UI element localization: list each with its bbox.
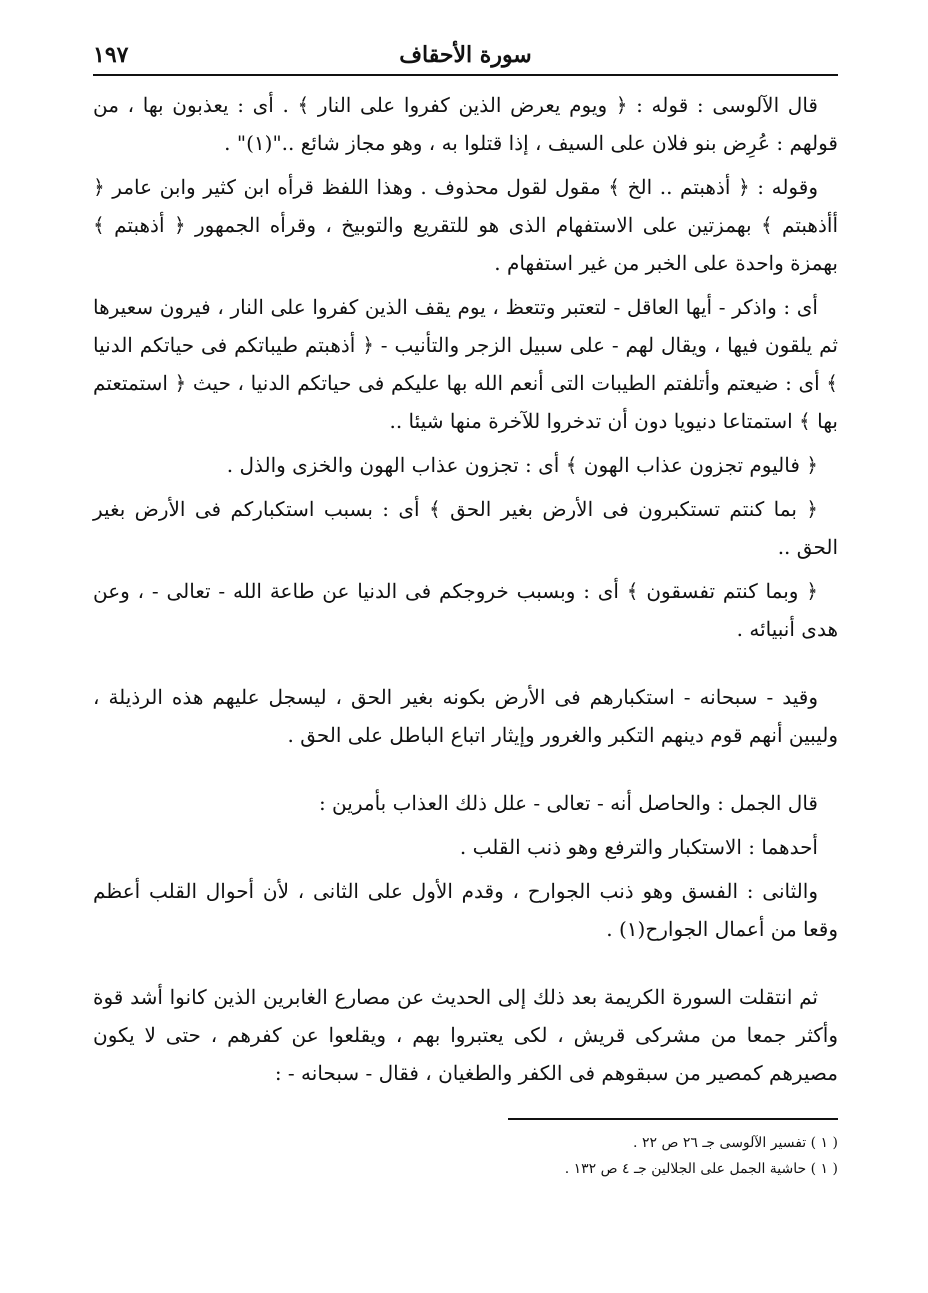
page-number: ١٩٧: [93, 42, 129, 68]
page-title: سورة الأحقاف: [399, 42, 532, 68]
main-text: [93, 86, 838, 1092]
paragraph: والثانى : الفسق وهو ذنب الجوارح ، وقدم الأول على الثانى ، لأن أحوال القلب أعظم وقعا من أعمال الجوارح(١) .: [93, 879, 838, 941]
paragraph: وقوله : ﴿ أذهبتم .. الخ ﴾ مقول لقول محذوف . وهذا اللفظ قرأه ابن كثير وابن عامر ﴿ أأذهبتم ﴾ بهمزتين على الاستفهام الذى هو للتقريع والتوبيخ ، وقرأه الجمهور ﴿ أذهبتم ﴾ بهمزة واحدة على الخبر من غير استفهام .: [93, 175, 838, 275]
paragraph: أحدهما : الاستكبار والترفع وهو ذنب القلب .: [459, 835, 818, 859]
paragraph: قال الجمل : والحاصل أنه - تعالى - علل ذلك العذاب بأمرين :: [318, 791, 818, 815]
paragraph: وقيد - سبحانه - استكبارهم فى الأرض بكونه بغير الحق ، ليسجل عليهم هذه الرذيلة ، وليبين أنهم قوم دينهم التكبر والغرور وإيثار اتباع الباطل على الحق .: [93, 685, 838, 747]
footnote: ( ١ ) حاشية الجمل على الجلالين جـ ٤ ص ١٣٢ .: [564, 1161, 838, 1177]
document-page: [93, 30, 838, 1182]
paragraph: ﴿ فاليوم تجزون عذاب الهون ﴾ أى : تجزون عذاب الهون والخزى والذل .: [226, 453, 818, 477]
footnotes: [93, 1130, 838, 1182]
paragraph: أى : واذكر - أيها العاقل - لتعتبر وتتعظ ، يوم يقف الذين كفروا على النار ، فيرون سعيرها ثم يلقون فيها ، ويقال لهم - على سبيل الزجر والتأنيب - ﴿ أذهبتم طيباتكم فى حياتكم الدنيا ﴾ أى : ضيعتم وأتلفتم الطيبات التى أنعم الله بها عليكم فى حياتكم الدنيا ، حيث ﴿ استمتعتم بها ﴾ استمتاعا دنيويا دون أن تدخروا للآخرة منها شيئا ..: [93, 295, 838, 433]
paragraph: ﴿ بما كنتم تستكبرون فى الأرض بغير الحق ﴾ أى : بسبب استكباركم فى الأرض بغير الحق ..: [93, 497, 838, 559]
footnote: ( ١ ) تفسير الآلوسى جـ ٢٦ ص ٢٢ .: [633, 1135, 838, 1151]
footnote-divider: [508, 1118, 838, 1120]
paragraph: قال الآلوسى : قوله : ﴿ ويوم يعرض الذين كفروا على النار ﴾ . أى : يعذبون بها ، من قولهم : عُرِض بنو فلان على السيف ، إذا قتلوا به ، وهو مجاز شائع .."(١)" .: [93, 93, 838, 155]
paragraph: ثم انتقلت السورة الكريمة بعد ذلك إلى الحديث عن مصارع الغابرين الذين كانوا أشد قوة وأكثر جمعا من مشركى قريش ، لكى يعتبروا بهم ، ويقلعوا عن كفرهم ، حتى لا يكون مصيرهم كمصير من سبقوهم فى الكفر والطغيان ، فقال - سبحانه - :: [93, 985, 838, 1085]
paragraph: ﴿ وبما كنتم تفسقون ﴾ أى : وبسبب خروجكم فى الدنيا عن طاعة الله - تعالى - ، وعن هدى أنبيائه .: [93, 579, 838, 641]
page-header: [93, 30, 838, 76]
